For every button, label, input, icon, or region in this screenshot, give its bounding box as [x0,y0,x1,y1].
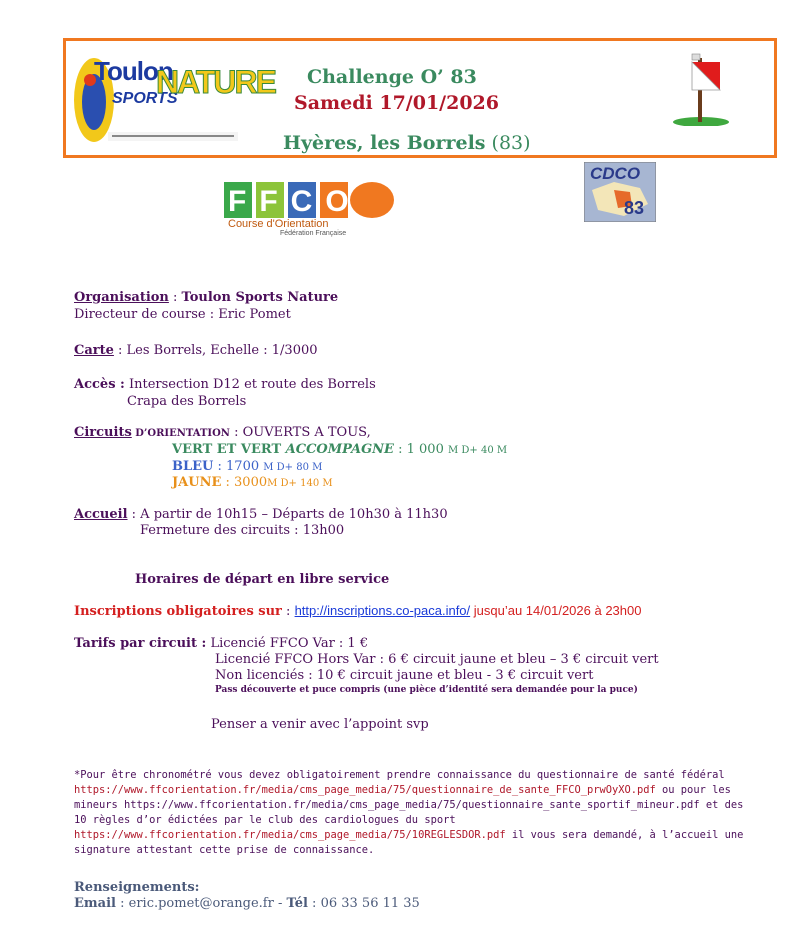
circuit-jaune-dist: 3000 [234,475,268,490]
circuits-label: Circuits [74,425,132,440]
tarifs-line [74,636,368,651]
logo-sports-text: SPORTS [112,90,178,107]
note-url-mineur[interactable]: https://www.ffcorientation.fr/media/cms_page_media/75/questionnaire_sante_sportif_mineur.pdf [124,799,700,811]
circuit-jaune-units: M D+ 140 M [267,478,333,489]
circuit-jaune-sep: : [221,475,235,490]
circuit-bleu-name: BLEU [172,459,214,474]
acces-line2: Crapa des Borrels [127,394,247,409]
event-dept: (83) [491,132,531,154]
circuit-bleu-dist: 1700 [226,459,264,474]
orienteering-flag-icon [672,50,730,126]
tarifs-line3: Non licenciés : 10 € circuit jaune et bleu - 3 € circuit vert [215,668,594,683]
inscriptions-line [74,603,641,619]
circuits-sublabel: D’ORIENTATION [131,428,230,439]
circuit-vert-units: M D+ 40 M [447,445,508,456]
accueil-label: Accueil [74,507,128,522]
carte-value: : Les Borrels, Echelle : 1/3000 [113,343,318,358]
email-label: Email [74,896,116,911]
note-line3 [74,798,743,813]
email-sep: : [115,896,129,911]
organisation-label: Organisation [74,290,169,305]
inscriptions-sep: : [281,604,295,619]
circuit-vert [172,442,507,457]
circuit-bleu-sep: : [213,459,227,474]
circuit-jaune-name: JAUNE [172,475,222,490]
cdco-83-text: 83 [624,198,645,218]
inscriptions-deadline: jusqu’au 14/01/2026 à 23h00 [470,603,642,618]
event-place [283,132,531,154]
circuit-jaune [172,475,333,490]
ffco-logo [222,176,398,238]
carte-label: Carte [74,343,114,358]
horaires-line: Horaires de départ en libre service [135,572,390,587]
note-line2 [74,783,743,798]
tarifs-label: Tarifs par circuit : [74,636,207,651]
event-date: Samedi 17/01/2026 [294,92,499,114]
note-line4: 10 règles d’or édictées par le club des cardiologues du sport [74,814,456,826]
inscriptions-link[interactable]: http://inscriptions.co-paca.info/ [294,603,471,618]
circuit-bleu-units: M D+ 80 M [263,462,323,473]
circuits-intro: : OUVERTS A TOUS, [229,425,371,440]
logo-nature-text: NATURE [156,64,275,100]
tel-label: Tél [286,896,308,911]
circuit-vert-name: VERT ET VERT [172,442,286,457]
renseignements-label [74,880,199,895]
ffco-letters: FFCO [228,185,362,218]
accueil-line2: Fermeture des circuits : 13h00 [140,523,345,538]
email-link[interactable]: eric.pomet@orange.fr [128,896,274,911]
circuits-line [74,425,371,440]
note-line3-after: et des [699,799,744,811]
circuit-bleu [172,459,322,474]
carte-line [74,343,318,358]
note-line3-before: mineurs [74,799,125,811]
appoint-line: Penser a venir avec l’appoint svp [211,717,429,732]
circuit-vert-dist: 1 000 [406,442,448,457]
accueil-line1: : A partir de 10h15 – Départs de 10h30 à 11h30 [127,507,448,522]
circuit-vert-sep: : [393,442,407,457]
cdco-text: CDCO [590,164,641,183]
inscriptions-label: Inscriptions obligatoires sur [74,604,282,619]
director-line: Directeur de course : Eric Pomet [74,307,291,322]
tel-sep: : [307,896,321,911]
organisation-line [74,290,338,305]
note-url-questionnaire[interactable]: https://www.ffcorientation.fr/media/cms_page_media/75/questionnaire_de_sante_FFCO_prwOyXO.pdf [74,784,656,796]
health-note [74,768,743,858]
tarifs-line1: Licencié FFCO Var : 1 € [206,636,369,651]
tarifs-line2: Licencié FFCO Hors Var : 6 € circuit jaune et bleu – 3 € circuit vert [215,652,659,667]
ffco-line2: Fédération Française [280,230,347,237]
note-line2-after: ou pour les [655,784,731,796]
acces-label: Accès : [74,377,125,392]
contact-dash: - [273,896,287,911]
note-line5 [74,828,743,843]
logo-toulon-text: Toulon [94,56,173,86]
contact-line [74,896,420,911]
event-title: Challenge O’ 83 [307,66,477,88]
accueil-line [74,507,448,522]
renseignements-title: Renseignements: [74,880,200,895]
note-line6: signature attestant cette prise de connaissance. [74,844,375,856]
tel-value: 06 33 56 11 35 [320,896,420,911]
organisation-sep: : [168,290,182,305]
organisation-value: Toulon Sports Nature [181,290,339,305]
acces-line [74,377,376,392]
circuit-vert-italic: ACCOMPAGNE [285,442,394,457]
acces-line1: Intersection D12 et route des Borrels [124,377,376,392]
event-place-name: Hyères, les Borrels [283,132,486,154]
ffco-line1: Course d'Orientation [228,218,329,230]
note-line1: *Pour être chronométré vous devez obligatoirement prendre connaissance du questionnaire de santé fédéral [74,769,725,781]
cdco-83-logo [584,162,656,222]
note-line5-after: il vous sera demandé, à l’accueil une [505,829,744,841]
toulon-sports-nature-logo [72,50,275,150]
tarifs-line4: Pass découverte et puce compris (une pièce d’identité sera demandée pour la puce) [215,685,638,695]
note-url-regles[interactable]: https://www.ffcorientation.fr/media/cms_page_media/75/10REGLESDOR.pdf [74,829,506,841]
